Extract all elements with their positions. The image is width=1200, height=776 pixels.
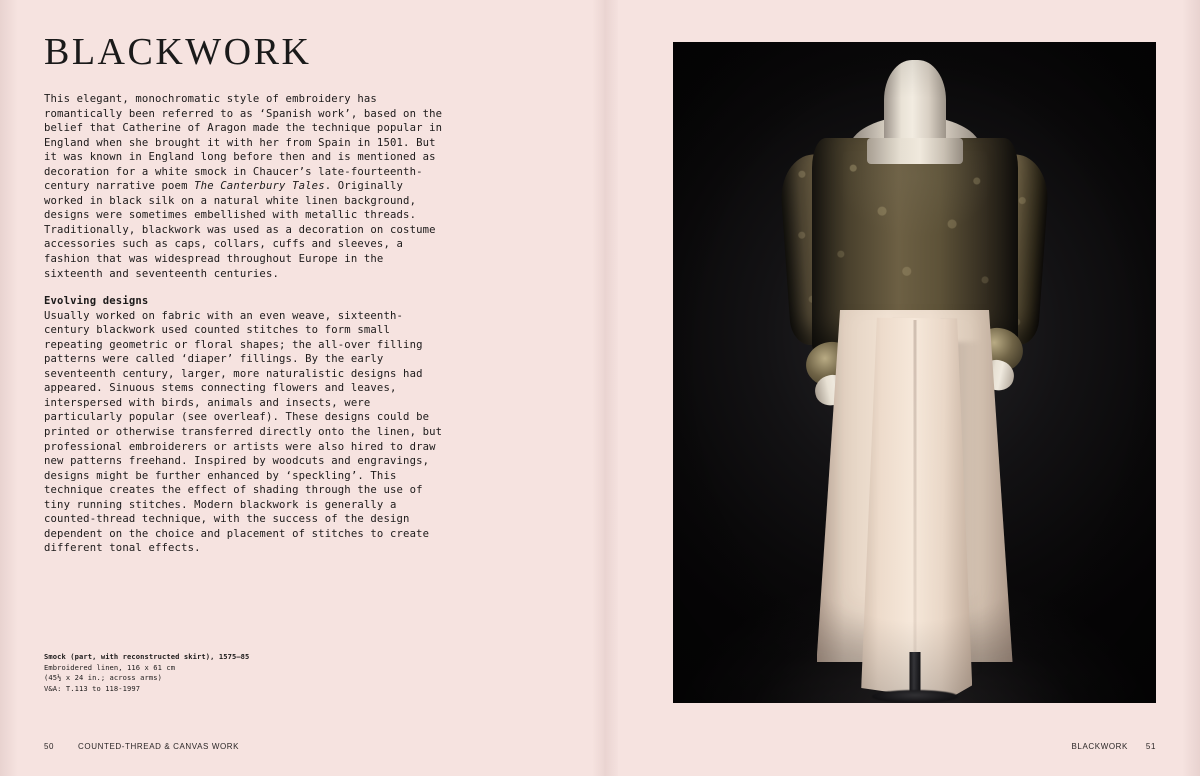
photo-vignette (673, 42, 1156, 703)
italic-book-title: The Canterbury Tales (194, 180, 325, 193)
running-head-left: COUNTED-THREAD & CANVAS WORK (78, 742, 240, 751)
paragraph-one (44, 92, 444, 281)
right-page (600, 0, 1200, 776)
figure-caption (44, 652, 304, 694)
caption-line-one: Embroidered linen, 116 x 61 cm (44, 662, 176, 672)
caption-title: Smock (part, with reconstructed skirt), 1575–85 (44, 652, 250, 661)
smock-photograph (673, 42, 1156, 703)
caption-line-three: V&A: T.113 to 118-1997 (44, 683, 141, 693)
paragraph-one-part-b: . Originally worked in black silk on a natural white linen background, designs were sometimes embellished with metallic threads. Traditionally, blackwork was used as a decoration on costume accessories such as caps, collars, cuffs and sleeves, a fashion that was widespread throughout Europe in the sixteenth and seventeenth centuries. (44, 180, 436, 280)
page-title: BLACKWORK (44, 31, 312, 73)
paragraph-one-part-a: This elegant, monochromatic style of embroidery has romantically been referred to as ‘Spanish work’, based on the belief that Catherine of Aragon made the technique popular in England when she brought it with her from Spain in 1501. But it was known in England long before then and is mentioned as decoration for a white smock in Chaucer’s late-fourteenth-century narrative poem (44, 93, 443, 193)
body-text-column (44, 92, 444, 556)
running-head-right: BLACKWORK (1071, 742, 1128, 751)
caption-line-two: (45½ x 24 in.; across arms) (44, 673, 163, 683)
paragraph-two: Usually worked on fabric with an even weave, sixteenth-century blackwork used counted stitches to form small repeating geometric or floral shapes; the all-over filling patterns were called ‘diaper’ fillings. By the early seventeenth century, larger, more naturalistic designs had appeared. Sinuous stems connecting flowers and leaves, interspersed with birds, animals and insects, were particularly popular (see overleaf). These designs could be printed or otherwise transferred directly onto the linen, but professional embroiderers or artists were also hired to draw new patterns freehand. Inspired by woodcuts and engravings, designs might be further enhanced by ‘speckling’. This technique creates the effect of shading through the use of tiny running stitches. Modern blackwork is generally a counted-thread technique, with the success of the design dependent on the choice and placement of stitches to create different tonal effects. (44, 309, 443, 555)
subheading-evolving-designs: Evolving designs (44, 295, 149, 308)
page-edge-shading-right (1182, 0, 1200, 776)
page-edge-shading (0, 0, 18, 776)
folio-page-number-left: 50 (44, 742, 55, 751)
folio-page-number-right: 51 (1145, 742, 1156, 751)
